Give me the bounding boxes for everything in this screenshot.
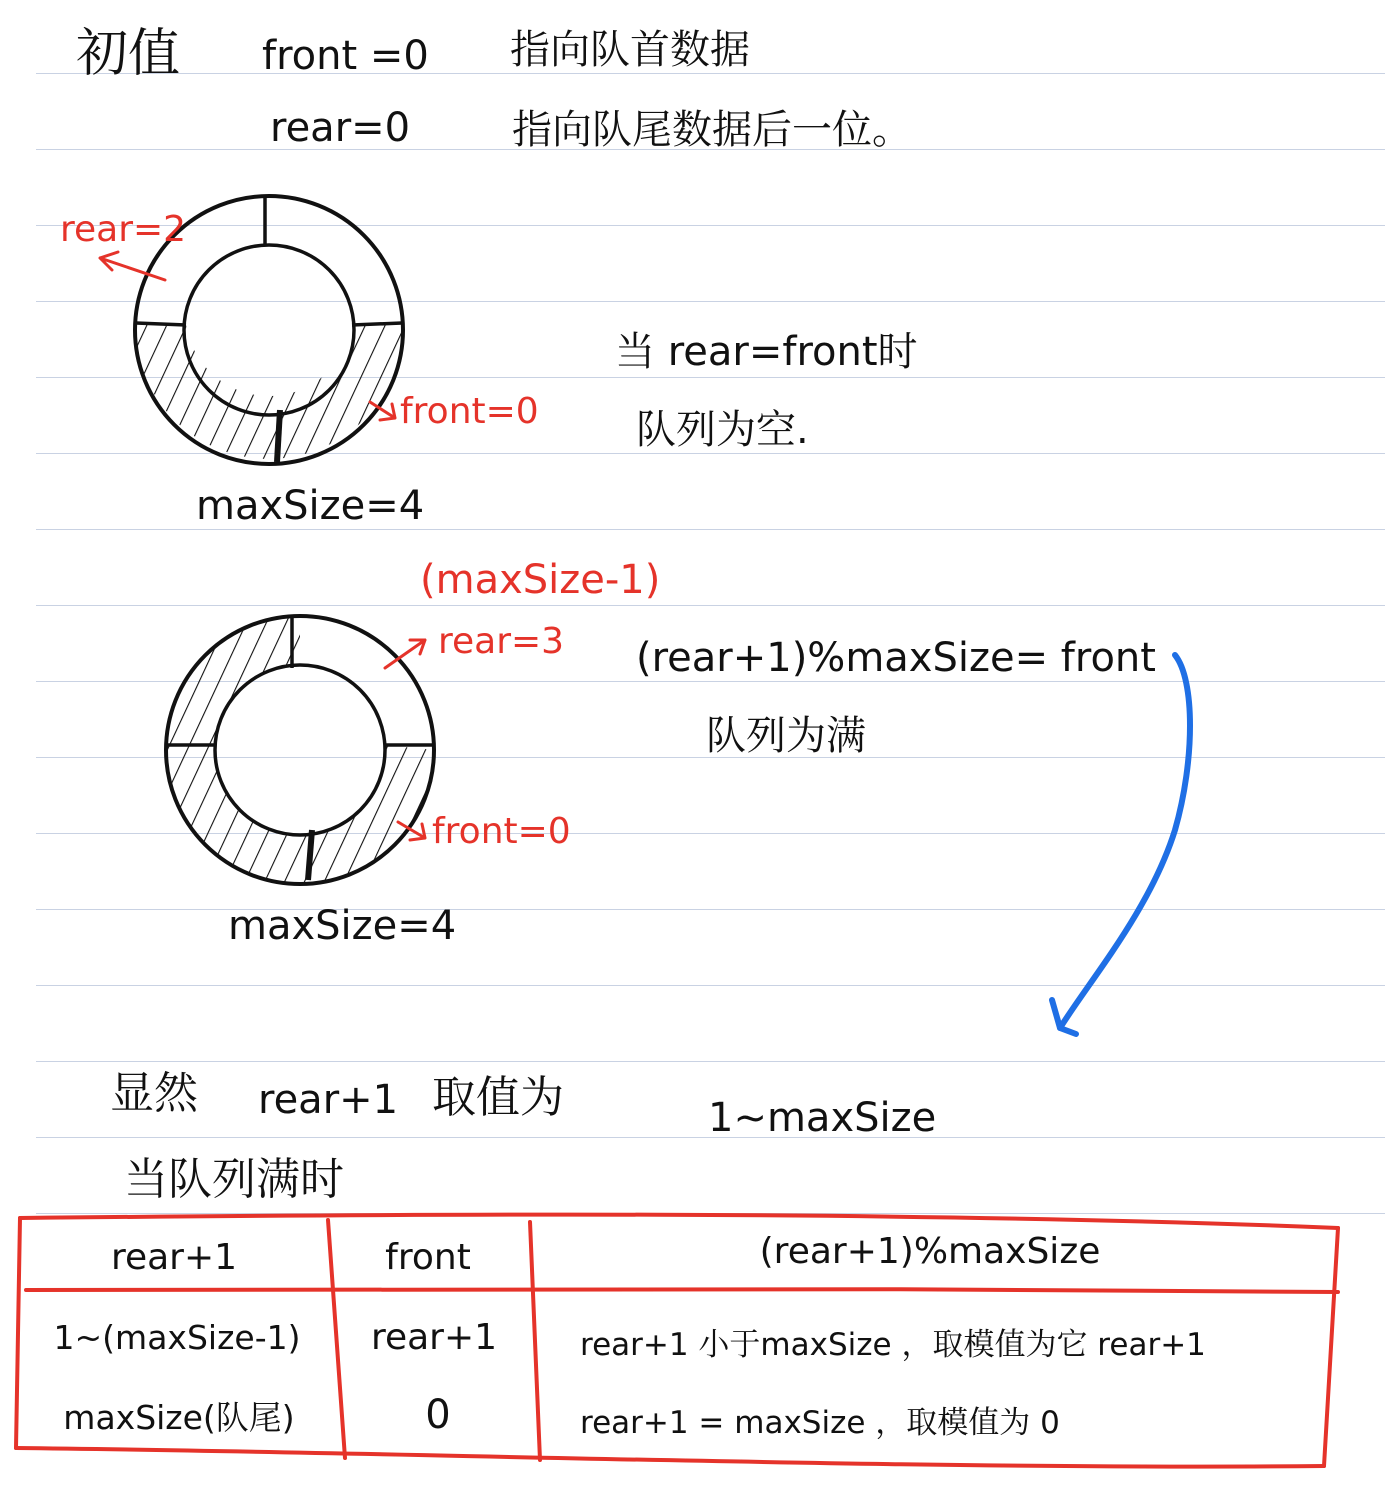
empty-size-label: maxSize=4 [196,483,425,529]
table-row-1-rear-plus-one: 1~(maxSize-1) [53,1317,301,1357]
conclusion-value-is: 取值为 [432,1072,564,1123]
conclusion-range: 1~maxSize [708,1095,937,1141]
empty-rear-label: rear=2 [60,209,187,250]
empty-queue-hatched-slot-0 [135,325,403,459]
conclusion-rear-plus-one: rear+1 [258,1077,399,1123]
rear-desc-text: 指向队尾数据后一位。 [512,107,912,153]
full-rear-label: rear=3 [438,621,565,662]
conclusion-obviously: 显然 [110,1068,198,1119]
front-init-text: front =0 [262,33,429,79]
init-label: 初值 [76,24,181,84]
conclusion-when-full: 当队列满时 [124,1154,344,1205]
full-condition-text: (rear+1)%maxSize= front [636,635,1156,681]
full-size-label: maxSize=4 [228,903,457,949]
blue-curved-arrow [1052,655,1190,1034]
table-header-front: front [385,1236,471,1278]
full-front-label: front=0 [432,811,571,852]
table-row-1-front: rear+1 [370,1316,498,1358]
front-desc-text: 指向队首数据 [510,27,750,73]
empty-result-text: 队列为空. [636,407,809,453]
table-row-2-mod: rear+1 = maxSize ，取模值为 0 [580,1404,1060,1441]
rear-init-text: rear=0 [270,105,411,151]
empty-condition-text: 当 rear=front时 [615,329,918,375]
full-max-label: (maxSize-1) [420,557,661,603]
table-header-rear-plus-one: rear+1 [110,1236,238,1278]
full-result-text: 队列为满 [706,713,866,759]
full-queue-ring [166,616,434,884]
table-row-2-front: 0 [425,1392,451,1438]
empty-front-label: front=0 [400,391,539,432]
table-header-mod: (rear+1)%maxSize [759,1230,1101,1272]
table-row-1-mod: rear+1 小于maxSize ，取模值为它 rear+1 [580,1326,1206,1363]
table-row-2-rear-plus-one: maxSize(队尾) [63,1397,295,1437]
